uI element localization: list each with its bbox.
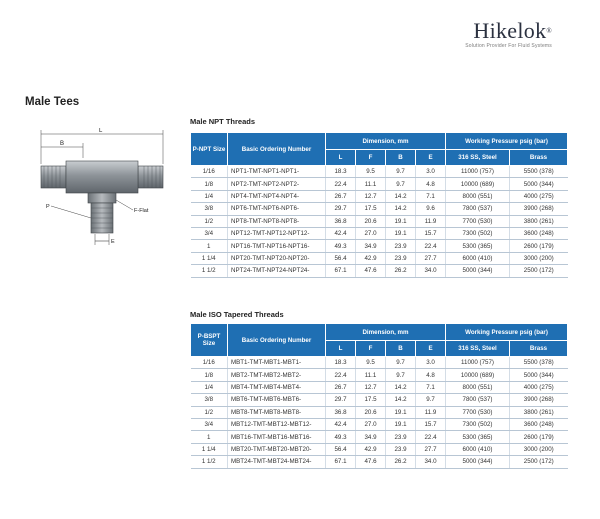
cell-brass: 3800 (261) [510, 406, 568, 418]
cell-F: 20.6 [356, 406, 386, 418]
table-row [191, 369, 568, 381]
cell-size: 1 1/2 [191, 456, 228, 468]
cell-L: 18.3 [326, 166, 356, 178]
cell-code: NPT20-TMT-NPT20-NPT20- [228, 252, 326, 264]
table-row [191, 394, 568, 406]
cell-L: 56.4 [326, 443, 356, 455]
cell-B: 23.9 [386, 443, 416, 455]
cell-F: 11.1 [356, 369, 386, 381]
table-row [191, 166, 568, 178]
cell-E: 27.7 [416, 252, 446, 264]
cell-F: 11.1 [356, 178, 386, 190]
cell-L: 22.4 [326, 369, 356, 381]
table-row [191, 443, 568, 455]
cell-B: 9.7 [386, 357, 416, 369]
iso-header-ss: 316 SS, Steel [446, 341, 510, 357]
cell-B: 14.2 [386, 203, 416, 215]
npt-header-F: F [356, 150, 386, 166]
cell-ss: 7800 (537) [446, 203, 510, 215]
cell-E: 7.1 [416, 381, 446, 393]
cell-code: NPT8-TMT-NPT8-NPT8- [228, 215, 326, 227]
cell-ss: 11000 (757) [446, 166, 510, 178]
brand-block [465, 20, 552, 49]
cell-code: NPT1-TMT-NPT1-NPT1- [228, 166, 326, 178]
cell-brass: 5500 (378) [510, 166, 568, 178]
cell-F: 34.9 [356, 431, 386, 443]
iso-header-L: L [326, 341, 356, 357]
cell-B: 14.2 [386, 190, 416, 202]
iso-table-body [191, 357, 568, 469]
cell-size: 1/4 [191, 381, 228, 393]
cell-B: 19.1 [386, 406, 416, 418]
brand-logo-text: Hikelok [473, 18, 547, 43]
cell-size: 1/2 [191, 215, 228, 227]
cell-F: 42.9 [356, 252, 386, 264]
cell-F: 27.0 [356, 227, 386, 239]
cell-code: MBT6-TMT-MBT6-MBT6- [228, 394, 326, 406]
cell-code: MBT4-TMT-MBT4-MBT4- [228, 381, 326, 393]
cell-code: NPT12-TMT-NPT12-NPT12- [228, 227, 326, 239]
cell-E: 3.0 [416, 166, 446, 178]
cell-L: 49.3 [326, 431, 356, 443]
cell-code: NPT24-TMT-NPT24-NPT24- [228, 265, 326, 277]
iso-header-brass: Brass [510, 341, 568, 357]
cell-size: 1 [191, 431, 228, 443]
cell-L: 67.1 [326, 456, 356, 468]
cell-F: 20.6 [356, 215, 386, 227]
right-thread [138, 166, 163, 188]
cell-code: MBT1-TMT-MBT1-MBT1- [228, 357, 326, 369]
npt-header-size: P-NPT Size [191, 133, 228, 166]
table-row [191, 215, 568, 227]
iso-table-title: Male ISO Tapered Threads [190, 310, 284, 319]
cell-brass: 3000 (200) [510, 443, 568, 455]
cell-F: 9.5 [356, 357, 386, 369]
cell-E: 34.0 [416, 265, 446, 277]
cell-size: 3/8 [191, 394, 228, 406]
cell-L: 67.1 [326, 265, 356, 277]
cell-size: 1 1/4 [191, 252, 228, 264]
dim-B-label: B [60, 141, 65, 147]
cell-brass: 3000 (200) [510, 252, 568, 264]
cell-L: 26.7 [326, 190, 356, 202]
cell-code: NPT16-TMT-NPT16-NPT16- [228, 240, 326, 252]
cell-E: 11.9 [416, 406, 446, 418]
cell-brass: 3900 (268) [510, 203, 568, 215]
table-row [191, 265, 568, 277]
cell-code: MBT2-TMT-MBT2-MBT2- [228, 369, 326, 381]
cell-brass: 4000 (275) [510, 381, 568, 393]
cell-brass: 3900 (268) [510, 394, 568, 406]
brand-logo [465, 20, 552, 42]
cell-E: 4.8 [416, 178, 446, 190]
dim-L-label: L [99, 128, 103, 134]
cell-F: 34.9 [356, 240, 386, 252]
iso-header-dimension: Dimension, mm [326, 324, 446, 341]
cell-E: 15.7 [416, 227, 446, 239]
cell-F: 47.6 [356, 456, 386, 468]
cell-B: 9.7 [386, 178, 416, 190]
cell-E: 9.7 [416, 394, 446, 406]
cell-brass: 2600 (179) [510, 431, 568, 443]
section-title: Male Tees [25, 96, 80, 108]
cell-ss: 5300 (365) [446, 240, 510, 252]
dim-F-pointer [116, 200, 133, 210]
table-row [191, 418, 568, 430]
cell-ss: 8000 (551) [446, 381, 510, 393]
cell-brass: 2500 (172) [510, 265, 568, 277]
cell-E: 7.1 [416, 190, 446, 202]
cell-code: MBT12-TMT-MBT12-MBT12- [228, 418, 326, 430]
cell-B: 14.2 [386, 381, 416, 393]
cell-L: 29.7 [326, 203, 356, 215]
cell-brass: 3600 (248) [510, 418, 568, 430]
cell-ss: 5000 (344) [446, 456, 510, 468]
cell-B: 23.9 [386, 431, 416, 443]
npt-header-E: E [416, 150, 446, 166]
npt-header-B: B [386, 150, 416, 166]
cell-size: 3/8 [191, 203, 228, 215]
cell-ss: 6000 (410) [446, 443, 510, 455]
table-row [191, 456, 568, 468]
cell-F: 42.9 [356, 443, 386, 455]
cell-B: 19.1 [386, 418, 416, 430]
cell-F: 12.7 [356, 190, 386, 202]
table-row [191, 406, 568, 418]
cell-B: 26.2 [386, 265, 416, 277]
cell-E: 4.8 [416, 369, 446, 381]
cell-B: 23.9 [386, 240, 416, 252]
cell-ss: 10000 (689) [446, 369, 510, 381]
cell-size: 1/16 [191, 357, 228, 369]
cell-E: 3.0 [416, 357, 446, 369]
dim-P-label: P [46, 204, 50, 210]
iso-header-F: F [356, 341, 386, 357]
cell-ss: 7800 (537) [446, 394, 510, 406]
table-row [191, 252, 568, 264]
npt-table [190, 132, 568, 278]
cell-size: 3/4 [191, 227, 228, 239]
cell-ss: 7700 (530) [446, 215, 510, 227]
cell-E: 9.6 [416, 203, 446, 215]
cell-B: 14.2 [386, 394, 416, 406]
npt-header-ss: 316 SS, Steel [446, 150, 510, 166]
tee-body [66, 161, 138, 193]
cell-F: 12.7 [356, 381, 386, 393]
cell-E: 27.7 [416, 443, 446, 455]
cell-F: 47.6 [356, 265, 386, 277]
iso-header-pressure: Working Pressure psig (bar) [446, 324, 568, 341]
cell-brass: 2600 (179) [510, 240, 568, 252]
cell-E: 22.4 [416, 431, 446, 443]
cell-E: 22.4 [416, 240, 446, 252]
cell-ss: 5300 (365) [446, 431, 510, 443]
cell-ss: 11000 (757) [446, 357, 510, 369]
male-tee-diagram [35, 128, 170, 250]
cell-L: 29.7 [326, 394, 356, 406]
cell-code: MBT24-TMT-MBT24-MBT24- [228, 456, 326, 468]
cell-B: 9.7 [386, 166, 416, 178]
npt-header-basic: Basic Ordering Number [228, 133, 326, 166]
cell-size: 1 1/2 [191, 265, 228, 277]
table-row [191, 227, 568, 239]
cell-L: 22.4 [326, 178, 356, 190]
table-row [191, 381, 568, 393]
cell-L: 36.8 [326, 406, 356, 418]
cell-L: 49.3 [326, 240, 356, 252]
npt-header-L: L [326, 150, 356, 166]
cell-size: 1/8 [191, 178, 228, 190]
table-row [191, 357, 568, 369]
cell-B: 19.1 [386, 227, 416, 239]
dim-F-label: F-Flat [134, 208, 149, 214]
cell-E: 15.7 [416, 418, 446, 430]
cell-B: 23.9 [386, 252, 416, 264]
cell-brass: 3600 (248) [510, 227, 568, 239]
cell-brass: 2500 (172) [510, 456, 568, 468]
table-row [191, 240, 568, 252]
dim-E-label: E [111, 239, 115, 245]
iso-table [190, 323, 568, 469]
cell-size: 3/4 [191, 418, 228, 430]
cell-L: 26.7 [326, 381, 356, 393]
cell-ss: 8000 (551) [446, 190, 510, 202]
npt-header-dimension: Dimension, mm [326, 133, 446, 150]
cell-size: 1 [191, 240, 228, 252]
cell-L: 56.4 [326, 252, 356, 264]
iso-header-B: B [386, 341, 416, 357]
table-row [191, 190, 568, 202]
cell-code: MBT8-TMT-MBT8-MBT8- [228, 406, 326, 418]
npt-table-title: Male NPT Threads [190, 117, 256, 126]
npt-table-body [191, 166, 568, 278]
cell-F: 17.5 [356, 203, 386, 215]
cell-ss: 7300 (502) [446, 227, 510, 239]
table-row [191, 431, 568, 443]
cell-F: 9.5 [356, 166, 386, 178]
cell-brass: 4000 (275) [510, 190, 568, 202]
iso-header-E: E [416, 341, 446, 357]
cell-ss: 5000 (344) [446, 265, 510, 277]
cell-ss: 6000 (410) [446, 252, 510, 264]
cell-B: 9.7 [386, 369, 416, 381]
cell-ss: 10000 (689) [446, 178, 510, 190]
cell-L: 36.8 [326, 215, 356, 227]
cell-brass: 3800 (261) [510, 215, 568, 227]
cell-E: 34.0 [416, 456, 446, 468]
cell-size: 1/2 [191, 406, 228, 418]
cell-ss: 7300 (502) [446, 418, 510, 430]
cell-F: 17.5 [356, 394, 386, 406]
table-row [191, 203, 568, 215]
cell-B: 26.2 [386, 456, 416, 468]
left-thread [41, 166, 66, 188]
cell-code: NPT2-TMT-NPT2-NPT2- [228, 178, 326, 190]
cell-code: MBT20-TMT-MBT20-MBT20- [228, 443, 326, 455]
cell-brass: 5000 (344) [510, 369, 568, 381]
cell-F: 27.0 [356, 418, 386, 430]
cell-L: 42.4 [326, 227, 356, 239]
cell-size: 1/16 [191, 166, 228, 178]
cell-brass: 5500 (378) [510, 357, 568, 369]
npt-header-brass: Brass [510, 150, 568, 166]
tee-stem-hex [88, 193, 116, 203]
iso-header-basic: Basic Ordering Number [228, 324, 326, 357]
table-row [191, 178, 568, 190]
cell-E: 11.9 [416, 215, 446, 227]
cell-code: MBT16-TMT-MBT16-MBT16- [228, 431, 326, 443]
cell-ss: 7700 (530) [446, 406, 510, 418]
dim-P-pointer [51, 206, 91, 218]
brand-tagline: Solution Provider For Fluid Systems [465, 43, 552, 49]
brand-trademark: ® [546, 27, 552, 35]
cell-size: 1/4 [191, 190, 228, 202]
iso-header-size: P-BSPT Size [191, 324, 228, 357]
cell-B: 19.1 [386, 215, 416, 227]
cell-brass: 5000 (344) [510, 178, 568, 190]
cell-L: 42.4 [326, 418, 356, 430]
cell-L: 18.3 [326, 357, 356, 369]
cell-code: NPT4-TMT-NPT4-NPT4- [228, 190, 326, 202]
cell-size: 1 1/4 [191, 443, 228, 455]
cell-code: NPT6-TMT-NPT6-NPT6- [228, 203, 326, 215]
npt-header-pressure: Working Pressure psig (bar) [446, 133, 568, 150]
cell-size: 1/8 [191, 369, 228, 381]
